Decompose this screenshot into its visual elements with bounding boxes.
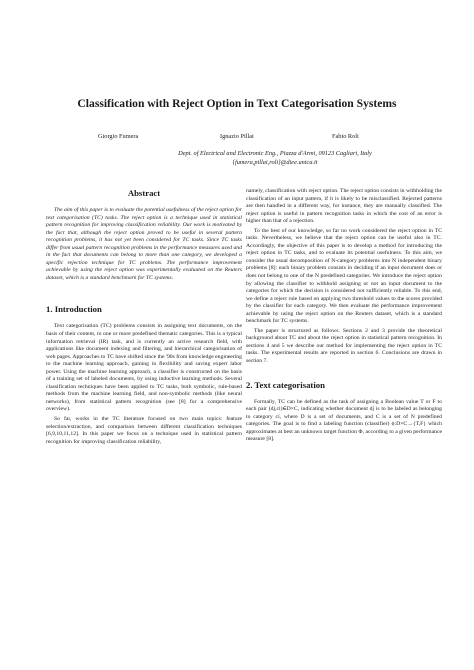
affiliation-address: Dept. of Electrical and Electronic Eng., Piazza d'Armi, 09123 Cagliari, Italy: [178, 150, 372, 157]
paper-title: Classification with Reject Option in Text Categorisation Systems: [77, 97, 397, 110]
author-2: Ignazio Pillai: [220, 133, 254, 140]
affiliation: [150, 150, 400, 167]
intro-paragraph-1: Text categorisation (TC) problems consists in assigning text documents, on the basis of their content, to one or more predefined thematic categories. This is a typical information retrieval (IR) task, and is currently an active research field, with applications like document indexing and filtering, and hierarchical categorisation of web pages. Approaches to TC have shifted since the '90s from knowledge engineering to the machine learning approach, gaining in flexibility and saving expert labor power. Using the machine learning approach, a classifier is constructed on the basis of a training set of labeled documents, by using inductive learning methods. Several classification techniques have been applied to TC tasks, both symbolic, rule-based methods from the machine learning field, and non-symbolic methods (like neural networks), from statistical pattern recognition (see [8] for a comprehensive overview).: [46, 323, 242, 413]
section2-heading: 2. Text categorisation: [246, 379, 325, 390]
abstract-heading: Abstract: [127, 188, 161, 198]
left-column: [46, 188, 242, 446]
affiliation-email: {fumera,pillai,roli}@diee.unica.it: [232, 158, 318, 166]
intro-paragraph-5: The paper is structured as follows. Sections 2 and 3 provide the theoretical background about TC and about the reject option in statistical pattern recognition. In sections 4 and 5 we describe our method for implementing the reject option in TC tasks. The experimental results are reported in section 6. Conclusions are drawn in section 7.: [246, 327, 442, 365]
abstract-text: The aim of this paper is to evaluate the potential usefulness of the reject option for text categorisation (TC) tasks. The reject option is a technique used in statistical pattern recognition for improving classification reliability. Our work is motivated by the fact that, although the reject option proved to be useful in several pattern recognition problems, it has not yet been considered for TC tasks. Since TC tasks differ from usual pattern recognition problems in the performance measures used and in the fact that documents can belong to more than one category, we developed a specific rejection technique for TC problems. The performance improvement achievable by using the reject option was experimentally evaluated on the Reuters dataset, which is a standard benchmark for TC systems.: [46, 207, 242, 281]
intro-paragraph-2: So far, works in the TC literature focused on two main topics: feature selection/extraction, and comparison between different classification techniques [6,9,10,11,12]. In this paper we focus on a technique used in statistical pattern recognition for improving classification reliability,: [46, 416, 242, 445]
intro-paragraph-3: namely, classification with reject option. The reject option consists in withholding the classification of an input pattern, if it is likely to be misclassified. Rejected patterns are then handled in a different way, for instance, they are manually classified. The reject option is useful in pattern recognition tasks in which the cost of an error is higher than that of a rejection.: [246, 188, 442, 225]
intro-heading: 1. Introduction: [46, 304, 102, 315]
right-column: [246, 188, 442, 444]
author-3: Fabio Roli: [332, 133, 359, 140]
author-1: Giorgio Fumera: [98, 133, 139, 140]
intro-paragraph-4: To the best of our knowledge, so far no work considered the reject option in TC tasks. Nevertheless, we believe that the reject option can be useful also in TC. Accordingly, the objective of this paper is to develop a method for introducing the reject option in TC tasks, and to evaluate its potential usefulness. To this aim, we consider the usual decomposition of N-category problems into N independent binary problems [8]: each binary problem consists in deciding if an input document does or does not belong to one of the N predefined categories. We introduce the reject option by allowing the classifier to withhold assigning or not an input document to the categories for which the decision is considered not sufficiently reliable. To this end, we define a reject rule based on applying two threshold values to the scores provided by the classifier for each category. We then evaluate the performance improvement achievable by using the reject option on the Reuters dataset, which is a standard benchmark for TC systems.: [246, 227, 442, 325]
section2-paragraph-1: Formally, TC can be defined as the task of assigning a Boolean value T or F to each pair (dj,ci)∈D×C, indicating whether document dj is to be labeled as belonging to category ci, where D is a set of documents, and C is a set of N predefined categories. The goal is to find a labeling function (classifier) ϕ:D×C→{T,F} which approximates at best an unknown target function Φ, according to a given performance measure [8].: [246, 398, 442, 443]
